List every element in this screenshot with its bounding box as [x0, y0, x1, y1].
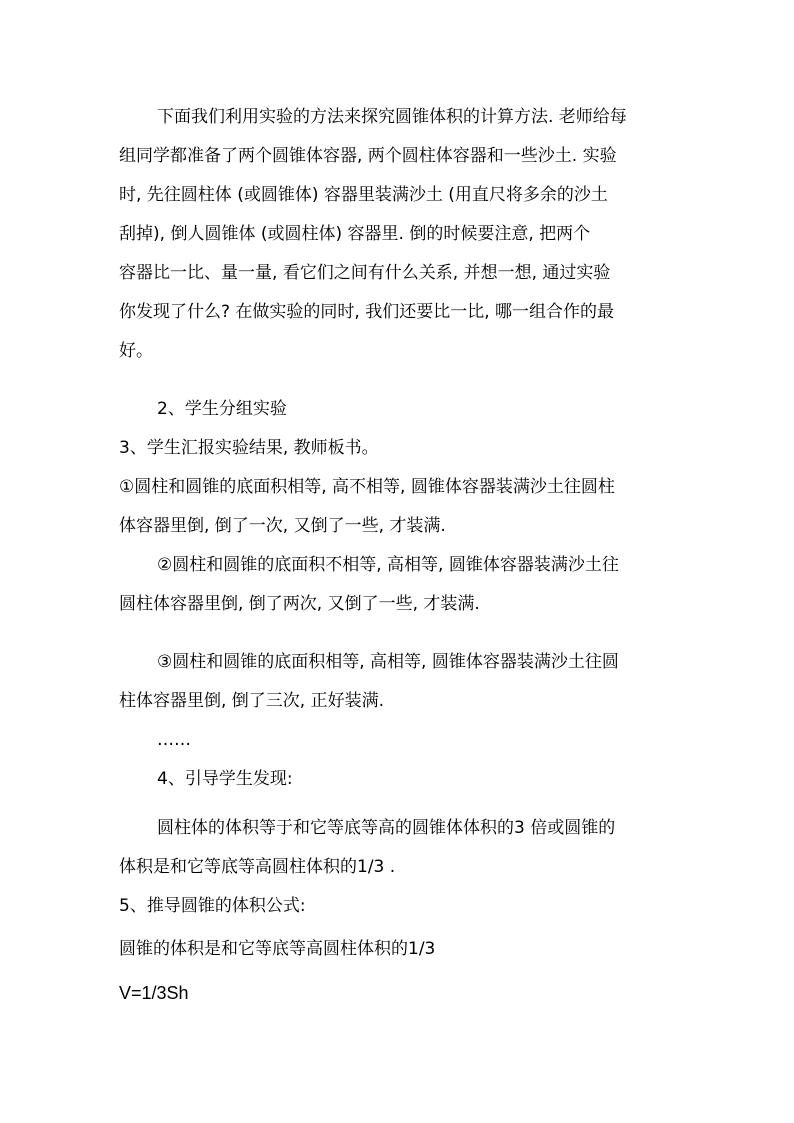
result-3-line-1: ③圆柱和圆锥的底面积相等, 高相等, 圆锥体容器装满沙土往圆: [157, 652, 619, 672]
finding-line-1: 圆柱体的体积等于和它等底等高的圆锥体体积的3 倍或圆锥的: [157, 818, 616, 838]
volume-formula: V=1/3Sh: [119, 983, 189, 1003]
ellipsis: ……: [157, 730, 191, 750]
step-3-heading: 3、学生汇报实验结果, 教师板书。: [119, 438, 379, 458]
intro-line-3: 时, 先往圆柱体 (或圆锥体) 容器里装满沙土 (用直尺将多余的沙土: [119, 185, 608, 205]
intro-line-1: 下面我们利用实验的方法来探究圆锥体积的计算方法. 老师给每: [157, 107, 627, 127]
intro-line-4: 刮掉), 倒人圆锥体 (或圆柱体) 容器里. 倒的时候要注意, 把两个: [119, 224, 591, 244]
step-4-heading: 4、引导学生发现:: [157, 769, 293, 789]
result-2-line-1: ②圆柱和圆锥的底面积不相等, 高相等, 圆锥体容器装满沙土往: [157, 555, 619, 575]
formula-statement: 圆锥的体积是和它等底等高圆柱体积的1/3: [119, 939, 436, 959]
intro-line-6: 你发现了什么? 在做实验的同时, 我们还要比一比, 哪一组合作的最: [119, 302, 615, 322]
result-2-line-2: 圆柱体容器里倒, 倒了两次, 又倒了一些, 才装满.: [119, 594, 480, 614]
result-3-line-2: 柱体容器里倒, 倒了三次, 正好装满.: [119, 691, 385, 711]
finding-line-2: 体积是和它等底等高圆柱体积的1/3 .: [119, 857, 396, 877]
intro-line-2: 组同学都准备了两个圆锥体容器, 两个圆柱体容器和一些沙土. 实验: [119, 146, 617, 166]
step-5-heading: 5、推导圆锥的体积公式:: [119, 896, 306, 916]
result-1-line-2: 体容器里倒, 倒了一次, 又倒了一些, 才装满.: [119, 516, 446, 536]
step-2-heading: 2、学生分组实验: [157, 399, 287, 419]
result-1-line-1: ①圆柱和圆锥的底面积相等, 高不相等, 圆锥体容器装满沙土往圆柱: [119, 477, 615, 497]
intro-line-7: 好。: [119, 341, 153, 361]
intro-line-5: 容器比一比、量一量, 看它们之间有什么关系, 并想一想, 通过实验: [119, 263, 611, 283]
